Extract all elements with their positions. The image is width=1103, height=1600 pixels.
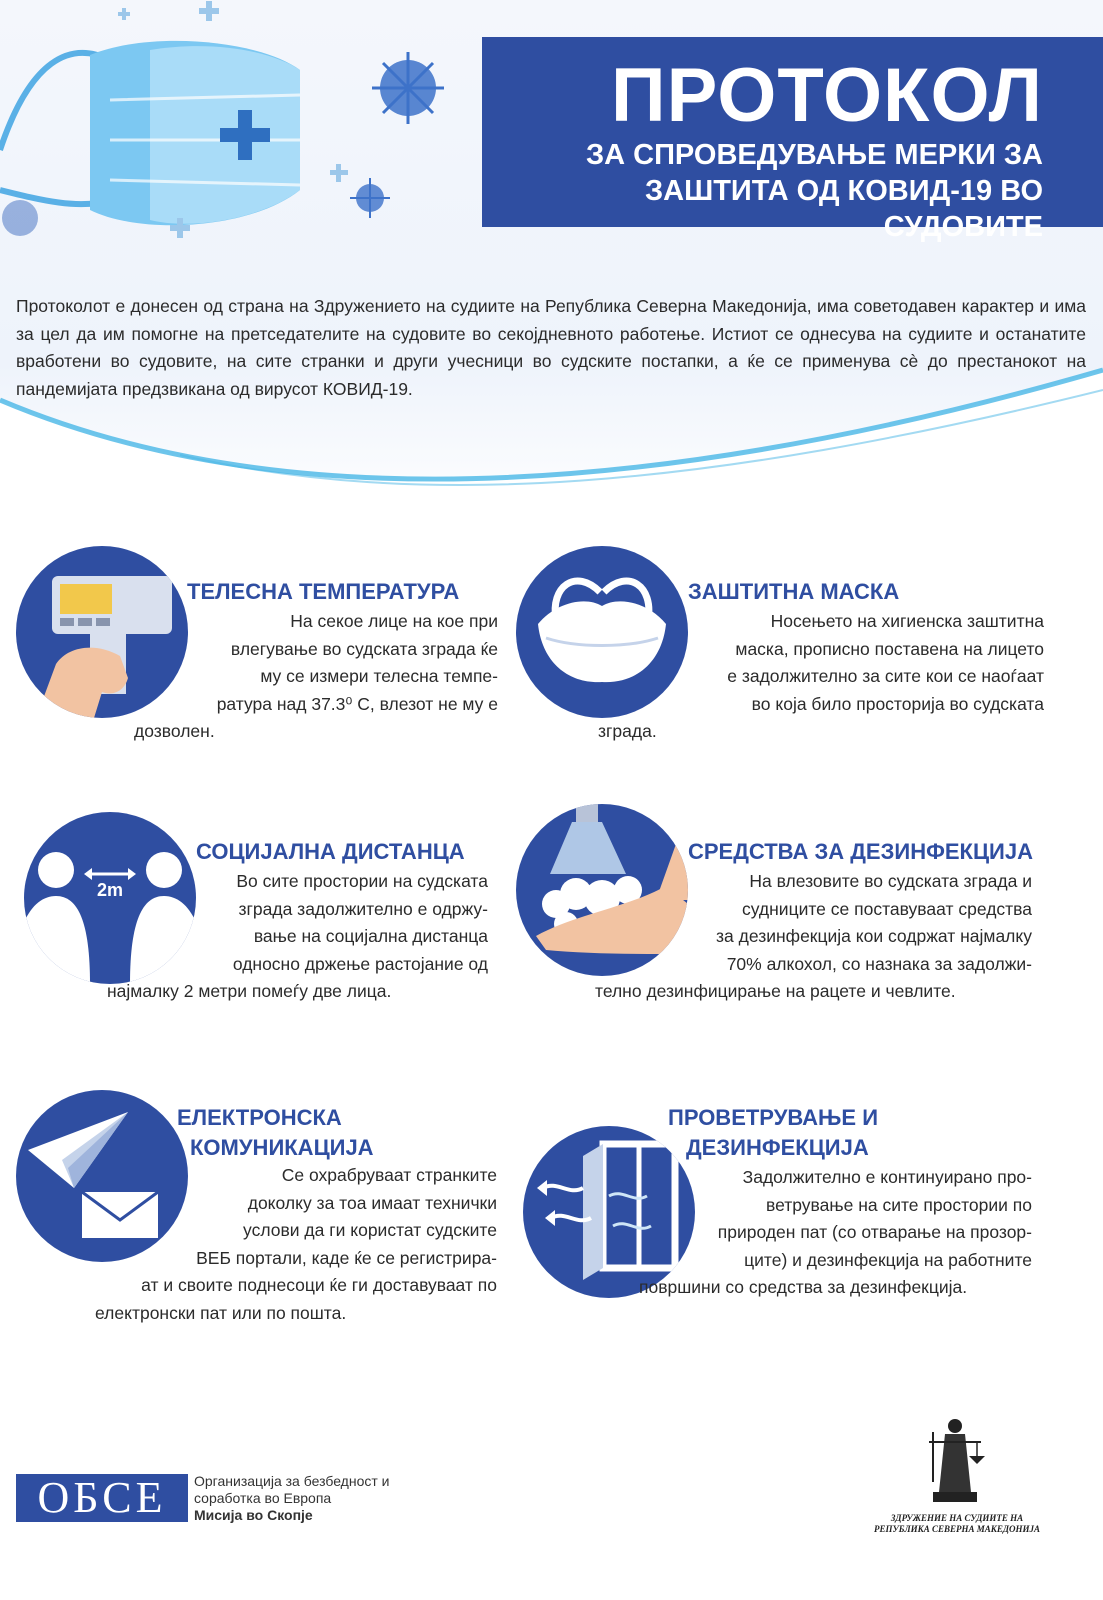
osce-line2: соработка во Европа <box>194 1490 332 1506</box>
text-line: најмалку 2 метри помеѓу две лица. <box>107 981 392 1001</box>
osce-org-name <box>194 1473 390 1524</box>
text-line: површини со средства за дезинфекција. <box>639 1277 968 1297</box>
temperature-text <box>134 608 498 746</box>
text-line: судниците се поставуваат средства <box>742 898 1032 919</box>
distance-text <box>107 868 488 1006</box>
text-line: е задолжително за сите кои се наоѓаат <box>727 666 1044 686</box>
text-line: Задолжително е континуирано про- <box>742 1167 1032 1187</box>
text-line: Носењето на хигиенска заштитна <box>770 611 1044 631</box>
text-line: ВЕБ портали, каде ќе се регистрира- <box>196 1247 497 1268</box>
judges-association-name <box>852 1513 1062 1535</box>
page-subtitle-line2: ЗАШТИТА ОД КОВИД-19 ВО СУДОВИТЕ <box>644 175 1043 243</box>
text-line: ратура над 37.3⁰ C, влезот не му е <box>216 693 498 714</box>
text-line: зграда задолжително е одржу- <box>238 898 488 919</box>
mask-virus-illustration <box>0 0 470 250</box>
text-line: ците) и дезинфекција на работните <box>744 1249 1032 1270</box>
text-line: влегување во судската зграда ќе <box>230 638 498 659</box>
text-line: во која било просторија во судската <box>751 693 1044 714</box>
text-line: телно дезинфицирање на рацете и чевлите. <box>595 981 956 1001</box>
text-line: зграда. <box>598 721 657 741</box>
title-banner <box>482 37 1103 243</box>
text-line: вање на социјална дистанца <box>253 926 488 946</box>
disinfection-title: СРЕДСТВА ЗА ДЕЗИНФЕКЦИЈА <box>688 839 1033 864</box>
ventilation-title-line2: ДЕЗИНФЕКЦИЈА <box>686 1135 869 1160</box>
text-line: маска, прописно поставена на лицето <box>735 638 1044 659</box>
distance-label: 2m <box>96 880 124 900</box>
text-line: ат и своите поднесоци ќе ги доставуваат по <box>141 1275 497 1295</box>
distance-title: СОЦИЈАЛНА ДИСТАНЦА <box>196 839 465 864</box>
text-line: му се измери телесна темпе- <box>260 666 498 686</box>
text-line: доколку за тоа имаат технички <box>247 1192 497 1213</box>
osce-line3: Мисија во Скопје <box>194 1507 313 1523</box>
text-line: природен пат (со отварање на прозор- <box>717 1222 1032 1242</box>
page-title: ПРОТОКОЛ <box>610 53 1043 138</box>
text-line: за дезинфекција кои содржат најмалку <box>716 926 1032 946</box>
association-line1: ЗДРУЖЕНИЕ НА СУДИИТЕ НА <box>890 1513 1024 1523</box>
ventilation-title-line1: ПРОВЕТРУВАЊЕ И <box>668 1105 879 1130</box>
disinfection-text <box>595 868 1032 1006</box>
association-line2: РЕПУБЛИКА СЕВЕРНА МАКЕДОНИЈА <box>873 1524 1041 1534</box>
text-line: Во сите простории на судската <box>236 871 488 891</box>
justice-statue-icon <box>915 1412 995 1508</box>
mask-title: ЗАШТИТНА МАСКА <box>688 579 900 604</box>
text-line: ветрување на сите простории по <box>766 1194 1032 1215</box>
electronic-title-line2: КОМУНИКАЦИЈА <box>190 1135 374 1160</box>
text-line: Се охрабруваат странките <box>281 1165 497 1185</box>
intro-paragraph: Протоколот е донесен од страна на Здружението на судиите на Република Северна Македонија, има советодавен карактер и има за цел да им помогне на претседателите на судовите во секојдневното работење. Истиот се однесува на судиите и останатите вработени во судовите, на сите странки и други учесници во судските постапки, а ќе се применува сè до престанокот на пандемијата предзвикана од вирусот КОВИД-19. <box>16 296 1086 399</box>
virus-icon <box>350 52 444 218</box>
page-subtitle-line1: ЗА СПРОВЕДУВАЊЕ МЕРКИ ЗА <box>585 139 1043 171</box>
osce-line1: Организација за безбедност и <box>194 1473 390 1489</box>
text-line: На секое лице на кое при <box>290 611 498 631</box>
electronic-title-line1: ЕЛЕКТРОНСКА <box>177 1105 342 1130</box>
mask-text <box>598 608 1044 746</box>
osce-logo: ОБСЕ <box>16 1474 188 1522</box>
electronic-text <box>95 1162 497 1327</box>
text-line: 70% алкохол, со назнака за задолжи- <box>726 953 1032 974</box>
text-line: На влезовите во судската зграда и <box>749 871 1032 891</box>
ventilation-text <box>639 1164 1032 1302</box>
temperature-title: ТЕЛЕСНА ТЕМПЕРАТУРА <box>187 579 460 604</box>
text-line: услови да ги користат судските <box>243 1220 497 1240</box>
text-line: односно држење растојание од <box>232 953 488 974</box>
text-line: електронски пат или по пошта. <box>95 1302 347 1323</box>
text-line: дозволен. <box>134 721 215 741</box>
